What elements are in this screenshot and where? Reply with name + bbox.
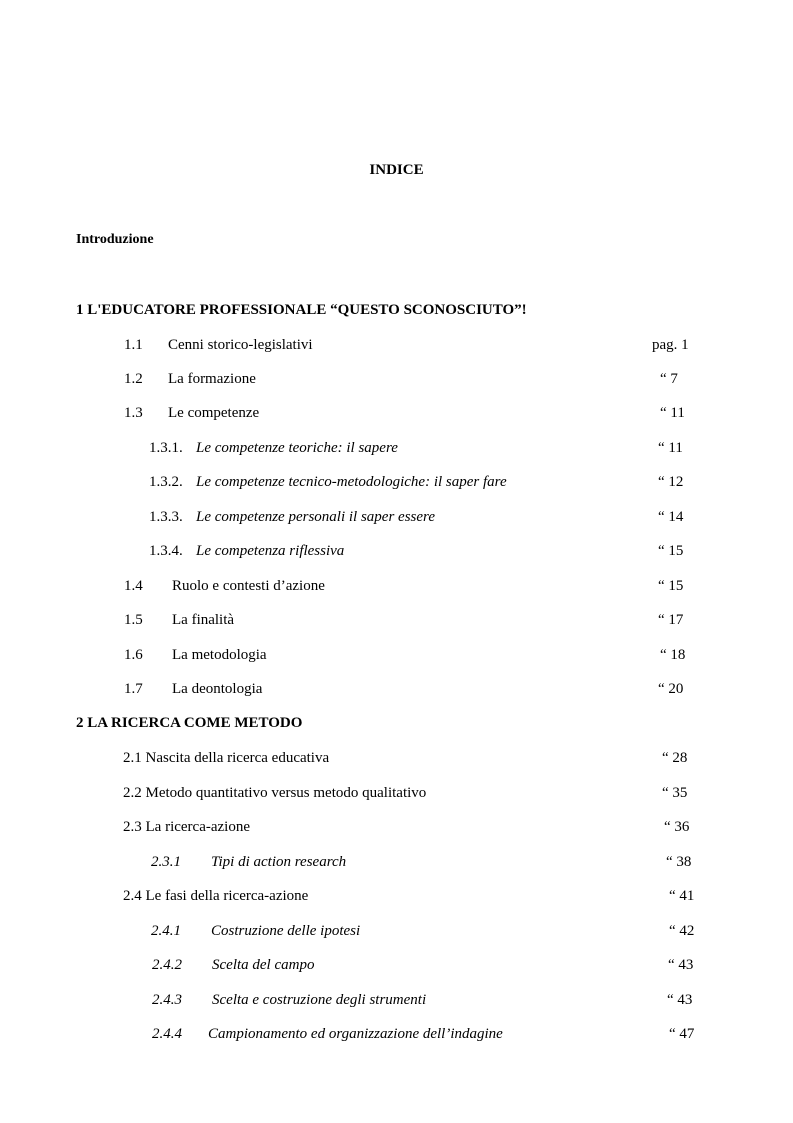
- toc-entry: [0, 854, 793, 874]
- toc-entry: [0, 750, 793, 770]
- toc-entry: [0, 337, 793, 357]
- entry-label: Le competenza riflessiva: [196, 543, 345, 559]
- toc-entry: [0, 647, 793, 667]
- toc-entry: [0, 681, 793, 701]
- entry-number: 1.5: [124, 612, 143, 628]
- entry-number: 1.6: [124, 647, 143, 663]
- entry-label: 2.4 Le fasi della ricerca-azione: [123, 888, 309, 904]
- entry-number: 1.3.2.: [149, 474, 183, 490]
- entry-label: Scelta del campo: [212, 957, 315, 973]
- entry-page: “ 38: [666, 854, 692, 870]
- entry-label: Le competenze: [168, 405, 260, 421]
- entry-page: “ 12: [658, 474, 684, 490]
- entry-page: “ 47: [669, 1026, 695, 1042]
- entry-number: 1.7: [124, 681, 143, 697]
- entry-label: 2.3 La ricerca-azione: [123, 819, 250, 835]
- entry-number: 1.3.3.: [149, 509, 183, 525]
- entry-page: “ 15: [658, 543, 684, 559]
- entry-number: 1.2: [124, 371, 143, 387]
- entry-label: Costruzione delle ipotesi: [211, 923, 361, 939]
- entry-label: Le competenze personali il saper essere: [196, 509, 435, 525]
- entry-label: La formazione: [168, 371, 256, 387]
- entry-label: Tipi di action research: [211, 854, 347, 870]
- entry-number: 1.3: [124, 405, 143, 421]
- page-title: INDICE: [369, 162, 424, 178]
- entry-page: “ 7: [660, 371, 678, 387]
- entry-number: 1.1: [124, 337, 143, 353]
- toc-entry: [0, 509, 793, 529]
- chapter-2-heading: 2 LA RICERCA COME METODO: [76, 715, 303, 731]
- entry-label: La metodologia: [172, 647, 267, 663]
- entry-label: Campionamento ed organizzazione dell’indagine: [208, 1026, 503, 1042]
- entry-page: “ 28: [662, 750, 688, 766]
- entry-number: 1.4: [124, 578, 143, 594]
- entry-page: “ 17: [658, 612, 684, 628]
- entry-label: Ruolo e contesti d’azione: [172, 578, 325, 594]
- entry-page: “ 35: [662, 785, 688, 801]
- entry-label: Le competenze tecnico-metodologiche: il saper fare: [196, 474, 507, 490]
- toc-entry: [0, 957, 793, 977]
- chapter-1-heading: 1 L'EDUCATORE PROFESSIONALE “QUESTO SCONOSCIUTO”!: [76, 302, 527, 318]
- entry-number: 1.3.1.: [149, 440, 183, 456]
- entry-number: 2.4.3: [152, 992, 182, 1008]
- entry-label: La deontologia: [172, 681, 263, 697]
- entry-label: Cenni storico-legislativi: [168, 337, 313, 353]
- toc-entry: [0, 888, 793, 908]
- entry-label: Scelta e costruzione degli strumenti: [212, 992, 427, 1008]
- toc-entry: [0, 440, 793, 460]
- entry-label: 2.1 Nascita della ricerca educativa: [123, 750, 330, 766]
- entry-page: “ 14: [658, 509, 684, 525]
- entry-number: 2.4.2: [152, 957, 182, 973]
- toc-entry: [0, 923, 793, 943]
- entry-label: Le competenze teoriche: il sapere: [196, 440, 398, 456]
- toc-entry: [0, 578, 793, 598]
- toc-entry: [0, 405, 793, 425]
- entry-page: “ 11: [660, 405, 685, 421]
- entry-page: “ 11: [658, 440, 683, 456]
- entry-page: “ 43: [667, 992, 693, 1008]
- entry-page: “ 41: [669, 888, 695, 904]
- toc-entry: [0, 785, 793, 805]
- entry-page: “ 43: [668, 957, 694, 973]
- toc-entry: [0, 543, 793, 563]
- entry-page: “ 20: [658, 681, 684, 697]
- toc-entry: [0, 1026, 793, 1046]
- entry-page: “ 18: [660, 647, 686, 663]
- entry-page: pag. 1: [652, 337, 689, 353]
- entry-number: 2.4.1: [151, 923, 181, 939]
- entry-label: 2.2 Metodo quantitativo versus metodo qualitativo: [123, 785, 427, 801]
- entry-page: “ 15: [658, 578, 684, 594]
- toc-entry: [0, 992, 793, 1012]
- entry-page: “ 36: [664, 819, 690, 835]
- entry-label: La finalità: [172, 612, 235, 628]
- entry-page: “ 42: [669, 923, 695, 939]
- entry-number: 2.4.4: [152, 1026, 182, 1042]
- entry-number: 2.3.1: [151, 854, 181, 870]
- toc-entry: [0, 474, 793, 494]
- toc-entry: [0, 819, 793, 839]
- entry-number: 1.3.4.: [149, 543, 183, 559]
- introduction-heading: Introduzione: [76, 232, 154, 247]
- toc-entry: [0, 371, 793, 391]
- toc-entry: [0, 612, 793, 632]
